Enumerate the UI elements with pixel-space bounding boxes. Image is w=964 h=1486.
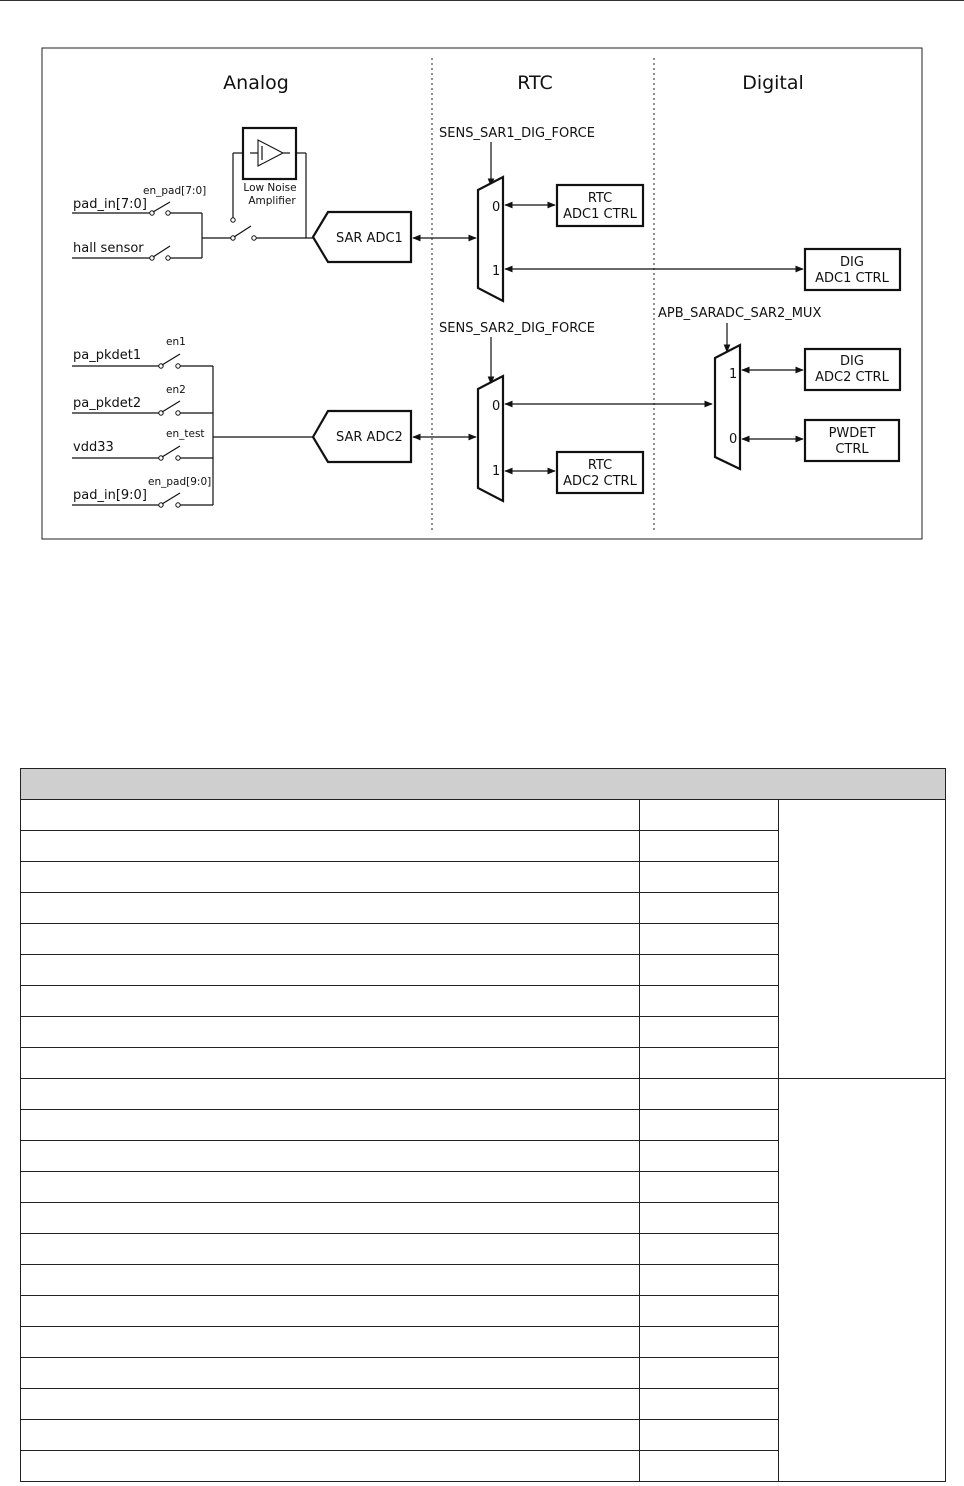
table-cell — [640, 1110, 779, 1141]
table-cell — [21, 1420, 640, 1451]
table-cell — [640, 893, 779, 924]
table-cell — [21, 986, 640, 1017]
table-cell — [640, 1389, 779, 1420]
table-cell — [21, 1110, 640, 1141]
table-group-cell — [779, 1079, 946, 1482]
switch-hall — [153, 246, 170, 257]
table-cell — [21, 1203, 640, 1234]
table-cell — [21, 800, 640, 831]
vdd33-label: vdd33 — [73, 440, 114, 455]
table-cell — [21, 1048, 640, 1079]
table-cell — [21, 831, 640, 862]
sar-adc2-label: SAR ADC2 — [336, 430, 403, 445]
data-table — [20, 768, 946, 1482]
pwdet-line1: PWDET — [828, 426, 876, 441]
sens-sar2-dig-force-label: SENS_SAR2_DIG_FORCE — [439, 321, 595, 336]
table-cell — [640, 1327, 779, 1358]
pad-in-9-0-label: pad_in[9:0] — [73, 488, 147, 503]
table-cell — [21, 1389, 640, 1420]
table-cell — [21, 1451, 640, 1482]
table-cell — [640, 1234, 779, 1265]
table-cell — [640, 1203, 779, 1234]
table-cell — [640, 1420, 779, 1451]
table-cell — [640, 1451, 779, 1482]
table-cell — [21, 1234, 640, 1265]
table-cell — [21, 862, 640, 893]
table-cell — [21, 1017, 640, 1048]
table-cell — [640, 1048, 779, 1079]
mux2-input-0: 0 — [492, 399, 501, 414]
table-cell — [640, 1017, 779, 1048]
mux3-trapezoid — [715, 345, 740, 469]
table-cell — [21, 1079, 640, 1110]
en-pad-9-0-label: en_pad[9:0] — [148, 476, 212, 488]
table-cell — [640, 1265, 779, 1296]
table-cell — [21, 924, 640, 955]
table-cell — [640, 1296, 779, 1327]
pwdet-line2: CTRL — [835, 442, 869, 457]
table-cell — [21, 1141, 640, 1172]
rtc-adc1-line1: RTC — [587, 191, 613, 206]
table-header-cell — [21, 769, 946, 800]
apb-saradc-sar2-mux-label: APB_SARADC_SAR2_MUX — [658, 306, 822, 321]
table-cell — [21, 893, 640, 924]
lna-label-line2: Amplifier — [248, 195, 296, 207]
mux2-trapezoid — [478, 376, 503, 501]
table-cell — [21, 955, 640, 986]
table-cell — [640, 1172, 779, 1203]
table-header-row — [21, 769, 946, 800]
mux3-input-1: 1 — [729, 367, 738, 382]
region-digital-title: Digital — [742, 72, 804, 94]
adc-block-diagram — [0, 0, 964, 560]
table-row — [21, 1079, 946, 1110]
table-cell — [640, 1079, 779, 1110]
mux1-trapezoid — [478, 177, 503, 301]
hall-sensor-label: hall sensor — [73, 241, 144, 256]
sens-sar1-dig-force-label: SENS_SAR1_DIG_FORCE — [439, 126, 595, 141]
switch-lna-bypass — [234, 226, 251, 237]
sar-adc1-label: SAR ADC1 — [336, 231, 403, 246]
table-cell — [21, 1327, 640, 1358]
en2-label: en2 — [166, 384, 186, 396]
table-group-cell — [779, 800, 946, 1079]
table-cell — [21, 1265, 640, 1296]
table-row — [21, 800, 946, 831]
dig-adc2-line1: DIG — [840, 354, 864, 369]
region-rtc-title: RTC — [517, 72, 553, 94]
table-cell — [640, 986, 779, 1017]
rtc-adc2-line2: ADC2 CTRL — [563, 474, 637, 489]
table-cell — [640, 924, 779, 955]
dig-adc1-line2: ADC1 CTRL — [815, 271, 889, 286]
table-cell — [640, 800, 779, 831]
table-cell — [21, 1296, 640, 1327]
en-test-label: en_test — [166, 428, 205, 440]
pa-pkdet2-label: pa_pkdet2 — [73, 396, 142, 411]
mux3-input-0: 0 — [729, 432, 738, 447]
dig-adc1-line1: DIG — [840, 255, 864, 270]
dig-adc2-line2: ADC2 CTRL — [815, 370, 889, 385]
en-pad-7-0-label: en_pad[7:0] — [143, 185, 207, 197]
rtc-adc1-line2: ADC1 CTRL — [563, 207, 637, 222]
table-cell — [640, 862, 779, 893]
mux2-input-1: 1 — [492, 464, 501, 479]
table-cell — [21, 1172, 640, 1203]
table-cell — [640, 831, 779, 862]
table-cell — [640, 1141, 779, 1172]
en1-label: en1 — [166, 336, 186, 348]
table-cell — [640, 955, 779, 986]
pa-pkdet1-label: pa_pkdet1 — [73, 348, 142, 363]
table-cell — [640, 1358, 779, 1389]
mux1-input-0: 0 — [492, 200, 501, 215]
rtc-adc2-line1: RTC — [587, 458, 613, 473]
lna-label-line1: Low Noise — [243, 182, 297, 194]
table-cell — [21, 1358, 640, 1389]
region-analog-title: Analog — [223, 72, 289, 94]
mux1-input-1: 1 — [492, 264, 501, 279]
pad-in-7-0-label: pad_in[7:0] — [73, 197, 147, 212]
